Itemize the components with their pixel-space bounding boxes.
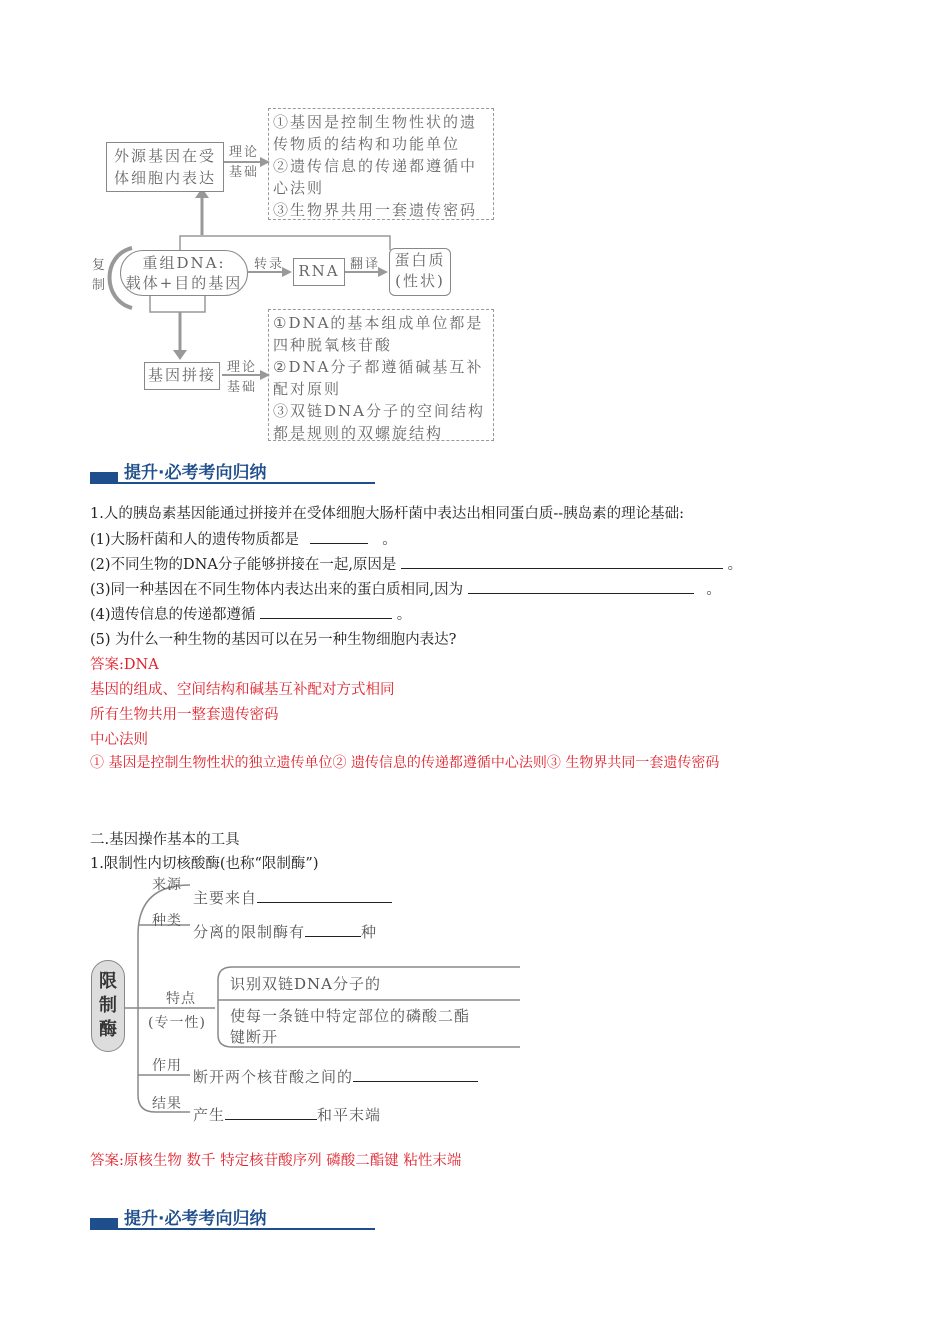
theory-bottom-line: 都是规则的双螺旋结构 <box>273 424 444 442</box>
section-heading-2 <box>90 1202 375 1232</box>
branch-result-text <box>193 1104 381 1125</box>
branch-label-function: 作用 <box>152 1058 182 1074</box>
answer-blank[interactable] <box>353 1067 478 1082</box>
question-end: 。 <box>396 607 412 623</box>
theory-bottom-line: ①DNA的基本组成单位都是 <box>273 314 484 332</box>
branch-text: 主要来自 <box>193 889 258 907</box>
theory-top-line: ③生物界共用一套遗传密码 <box>273 201 478 219</box>
recombinant-line-1: 重组DNA: <box>142 254 226 272</box>
question-text: (3)同一种基因在不同生物体内表达出来的蛋白质相同,因为 <box>90 582 464 598</box>
rna-box: RNA <box>293 258 345 286</box>
answer-blank[interactable] <box>225 1105 317 1120</box>
branch-features-text-2: 使每一条链中特定部位的磷酸二酯 <box>230 1007 471 1025</box>
protein-line-1: 蛋白质 <box>394 251 446 269</box>
branch-features-text-3: 键断开 <box>230 1028 279 1046</box>
heading-text: 提升·必考考向归纳 <box>124 1209 267 1229</box>
transcription-label: 转录 <box>254 257 285 272</box>
branch-end: 和平末端 <box>317 1106 382 1124</box>
branch-text: 分离的限制酶有 <box>193 923 306 941</box>
answer-line: 答案:DNA <box>90 657 159 673</box>
answer-line: 基因的组成、空间结构和碱基互补配对方式相同 <box>90 682 395 698</box>
theory-label-bottom-2: 基础 <box>227 380 258 395</box>
center-char: 限 <box>99 971 117 992</box>
answer-line: ① 基因是控制生物性状的独立遗传单位② 遗传信息的传递都遵循中心法则③ 生物界共同一套遗传密码 <box>90 755 720 771</box>
section-title: 二.基因操作基本的工具 <box>90 832 240 848</box>
branch-label-features: 特点 <box>166 991 196 1007</box>
branch-end: 种 <box>361 923 378 941</box>
question-1-5: (5) 为什么一种生物的基因可以在另一种生物细胞内表达? <box>90 632 457 648</box>
center-char: 酶 <box>99 1019 117 1040</box>
theory-label-top-2: 基础 <box>229 165 260 180</box>
answer-line-2: 答案:原核生物 数千 特定核苷酸序列 磷酸二酯键 粘性末端 <box>90 1153 462 1169</box>
branch-label-result: 结果 <box>152 1096 182 1112</box>
copy-label-2: 制 <box>92 278 108 293</box>
question-end: 。 <box>706 582 721 598</box>
answer-blank[interactable] <box>305 922 361 937</box>
mindmap-center <box>91 960 125 1052</box>
question-end: 。 <box>727 557 743 573</box>
theory-bottom-line: ②DNA分子都遵循碱基互补 <box>273 358 484 376</box>
theory-bottom-line: 四种脱氧核苷酸 <box>273 336 393 354</box>
center-char: 制 <box>99 995 117 1016</box>
branch-source-text <box>193 887 392 908</box>
branch-label-source: 来源 <box>152 877 182 893</box>
theory-label-bottom-1: 理论 <box>227 360 258 375</box>
theory-top-line: ②遗传信息的传递都遵循中 <box>273 157 478 175</box>
expression-line-1: 外源基因在受 <box>113 147 216 165</box>
translation-label: 翻译 <box>350 257 381 272</box>
question-text: (1)大肠杆菌和人的遗传物质都是 <box>90 532 300 548</box>
answer-line: 所有生物共用一整套遗传密码 <box>90 707 279 723</box>
expression-line-2: 体细胞内表达 <box>113 169 216 187</box>
gene-splicing-box: 基因拼接 <box>144 362 220 390</box>
theory-label-top-1: 理论 <box>229 145 260 160</box>
copy-label-1: 复 <box>92 258 108 273</box>
heading-text: 提升·必考考向归纳 <box>124 463 267 483</box>
theory-top-line: ①基因是控制生物性状的遗 <box>273 113 478 131</box>
branch-function-text <box>193 1066 478 1087</box>
recombinant-line-2: 载体+目的基因 <box>125 274 243 292</box>
branch-text: 识别双链DNA分子的 <box>230 975 381 993</box>
question-stem: 1.人的胰岛素基因能通过拼接并在受体细胞大肠杆菌中表达出相同蛋白质--胰岛素的理论基础: <box>90 506 685 522</box>
branch-label-specificity: (专一性) <box>148 1015 206 1031</box>
branch-features-text-1 <box>230 973 381 994</box>
answer-blank[interactable] <box>257 888 392 903</box>
branch-text: 断开两个核苷酸之间的 <box>193 1068 354 1086</box>
branch-types-text <box>193 921 377 942</box>
branch-text: 产生 <box>193 1106 226 1124</box>
question-end: 。 <box>382 532 397 548</box>
protein-line-2: (性状) <box>395 272 445 290</box>
branch-label-types: 种类 <box>152 913 182 929</box>
question-text: (2)不同生物的DNA分子能够拼接在一起,原因是 <box>90 557 397 573</box>
answer-line: 中心法则 <box>90 732 148 748</box>
theory-bottom-line: ③双链DNA分子的空间结构 <box>273 402 485 420</box>
theory-top-line: 心法则 <box>273 179 325 197</box>
question-text: (4)遗传信息的传递都遵循 <box>90 607 256 623</box>
heading-bar-icon <box>90 1218 118 1228</box>
section-subtitle: 1.限制性内切核酸酶(也称“限制酶”) <box>90 856 319 872</box>
theory-bottom-line: 配对原则 <box>273 380 342 398</box>
theory-top-line: 传物质的结构和功能单位 <box>273 135 461 153</box>
